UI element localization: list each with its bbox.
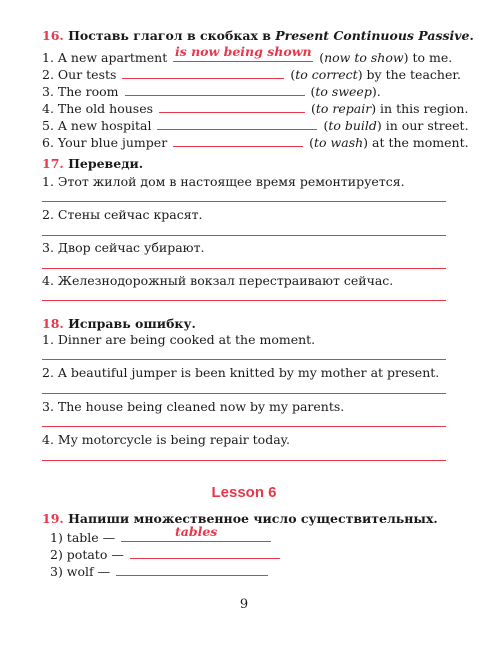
exercise-16-title-emphasis: Present Continuous Passive	[275, 28, 470, 43]
verb-hint: to repair	[315, 101, 372, 116]
exercise-17-heading	[42, 156, 143, 171]
verb-hint: to correct	[295, 67, 358, 82]
exercise-16-item-1: 1. A new apartment is now being shown (now to show) to me.	[42, 44, 453, 65]
item-text: 4. The old houses	[42, 101, 154, 116]
exercise-19-number: 19.	[42, 511, 64, 526]
item-text-end: in our street.	[381, 118, 469, 133]
exercise-16-title: Поставь глагол в скобках в	[68, 28, 276, 43]
item-text-end: to me.	[408, 50, 453, 65]
answer-blank[interactable]	[173, 132, 303, 147]
exercise-19-title: Напиши множественное число существительных.	[68, 511, 438, 526]
exercise-19-item-3	[50, 561, 270, 577]
item-text: 3. The room	[42, 84, 119, 99]
answer-line[interactable]	[42, 460, 446, 461]
item-label: 1) table —	[50, 530, 116, 545]
answer-line[interactable]	[42, 359, 446, 360]
verb-hint: now to show	[324, 50, 404, 65]
exercise-16-title-end: .	[469, 28, 474, 43]
exercise-17-number: 17.	[42, 156, 64, 171]
answer-line[interactable]	[42, 268, 446, 269]
verb-hint: to build	[328, 118, 377, 133]
exercise-18-number: 18.	[42, 316, 64, 331]
answer-blank[interactable]	[130, 544, 280, 559]
exercise-17-item-3: 3. Двор сейчас убирают.	[42, 240, 205, 255]
exercise-18-item-2: 2. A beautiful jumper is been knitted by my mother at present.	[42, 365, 440, 380]
page-number: 9	[239, 597, 249, 612]
exercise-17-item-2: 2. Стены сейчас красят.	[42, 207, 203, 222]
answer-line[interactable]	[42, 393, 446, 394]
exercise-17-item-1: 1. Этот жилой дом в настоящее время ремонтируется.	[42, 174, 405, 189]
exercise-18-item-1: 1. Dinner are being cooked at the moment.	[42, 332, 316, 347]
item-label: 2) potato —	[50, 547, 124, 562]
item-text-end: .	[376, 84, 381, 99]
verb-hint: to wash	[314, 135, 364, 150]
answer-blank[interactable]	[122, 64, 284, 79]
exercise-16-item-2: 2. Our tests (to correct) by the teacher.	[42, 64, 461, 80]
answer-line[interactable]	[42, 300, 446, 301]
answer-blank[interactable]	[159, 98, 305, 113]
exercise-19-item-2	[50, 544, 282, 560]
answer-blank[interactable]	[121, 524, 271, 542]
exercise-16-item-6: 6. Your blue jumper (to wash) at the moment.	[42, 132, 469, 148]
item-text-end: at the moment.	[368, 135, 469, 150]
exercise-16-item-5: 5. A new hospital (to build) in our street.	[42, 115, 469, 131]
exercise-18-item-3: 3. The house being cleaned now by my parents.	[42, 399, 345, 414]
verb-hint: to sweep	[315, 84, 372, 99]
answer-text: tables	[174, 524, 218, 539]
exercise-16-heading	[42, 28, 474, 43]
exercise-16-number: 16.	[42, 28, 64, 43]
answer-line[interactable]	[42, 426, 446, 427]
exercise-17-item-4: 4. Железнодорожный вокзал перестраивают сейчас.	[42, 273, 394, 288]
exercise-17-title: Переведи.	[68, 156, 144, 171]
exercise-16-item-4: 4. The old houses (to repair) in this region.	[42, 98, 468, 114]
item-text-end: by the teacher.	[362, 67, 461, 82]
exercise-18-item-4: 4. My motorcycle is being repair today.	[42, 432, 291, 447]
exercise-18-title: Исправь ошибку.	[68, 316, 196, 331]
item-label: 3) wolf —	[50, 564, 111, 579]
exercise-16-item-3: 3. The room (to sweep).	[42, 81, 381, 97]
item-text: 2. Our tests	[42, 67, 117, 82]
answer-blank[interactable]	[125, 81, 305, 96]
item-text: 6. Your blue jumper	[42, 135, 168, 150]
answer-text: is now being shown	[174, 44, 312, 59]
exercise-19-item-1	[50, 524, 273, 545]
exercise-18-heading	[42, 316, 196, 331]
item-text: 5. A new hospital	[42, 118, 152, 133]
item-text-end: in this region.	[376, 101, 469, 116]
lesson-heading: Lesson 6	[211, 484, 277, 501]
item-text: 1. A new apartment	[42, 50, 168, 65]
answer-blank[interactable]	[116, 561, 268, 576]
answer-line[interactable]	[42, 235, 446, 236]
answer-blank[interactable]	[173, 44, 313, 62]
answer-line[interactable]	[42, 201, 446, 202]
answer-blank[interactable]	[157, 115, 317, 130]
